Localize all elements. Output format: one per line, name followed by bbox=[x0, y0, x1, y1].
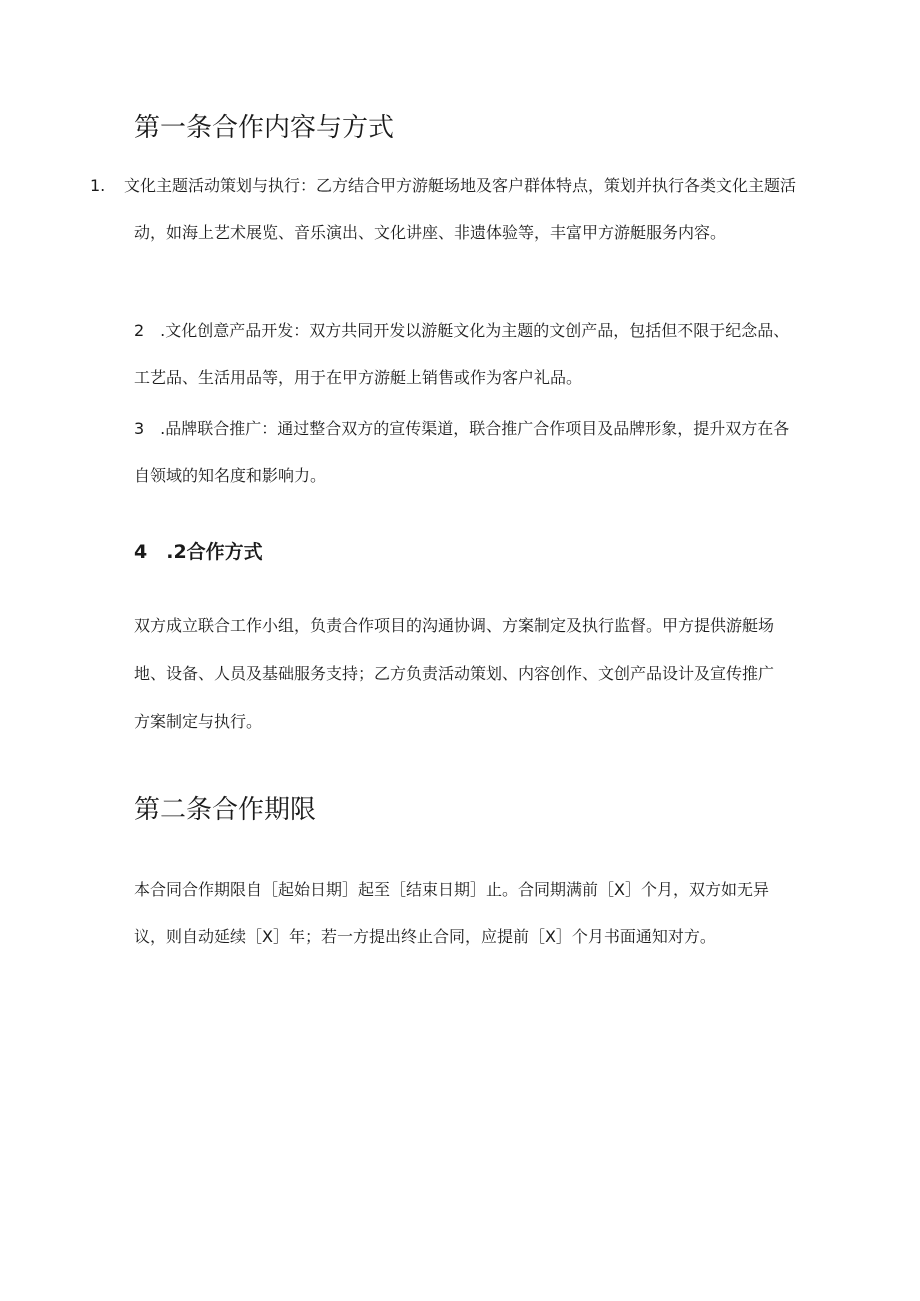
article1-item-1 bbox=[90, 162, 816, 256]
article2-title: 第二条合作期限 bbox=[134, 795, 317, 825]
article1-item-3 bbox=[134, 405, 790, 499]
item-number: 3 . bbox=[134, 419, 166, 438]
article2-paragraph: 本合同合作期限自［起始日期］起至［结束日期］止。合同期满前［X］个月，双方如无异议，则自动延续［X］年；若一方提出终止合同，应提前［X］个月书面通知对方。 bbox=[134, 880, 769, 946]
item-text: 品牌联合推广：通过整合双方的宣传渠道，联合推广合作项目及品牌形象，提升双方在各自领域的知名度和影响力。 bbox=[134, 419, 790, 485]
item-text: 文化创意产品开发：双方共同开发以游艇文化为主题的文创产品，包括但不限于纪念品、工艺品、生活用品等，用于在甲方游艇上销售或作为客户礼品。 bbox=[134, 321, 790, 387]
cooperation-mode-subheading: 4 .2合作方式 bbox=[134, 541, 263, 563]
article1-item-2 bbox=[134, 307, 790, 401]
item-number: 1. bbox=[90, 176, 106, 195]
item-text: 文化主题活动策划与执行：乙方结合甲方游艇场地及客户群体特点，策划并执行各类文化主题活动，如海上艺术展览、音乐演出、文化讲座、非遗体验等，丰富甲方游艇服务内容。 bbox=[124, 176, 797, 242]
item-number: 2 . bbox=[134, 321, 166, 340]
cooperation-mode-paragraph: 双方成立联合工作小组，负责合作项目的沟通协调、方案制定及执行监督。甲方提供游艇场地、设备、人员及基础服务支持；乙方负责活动策划、内容创作、文创产品设计及宣传推广方案制定与执行。 bbox=[134, 616, 775, 731]
article1-title: 第一条合作内容与方式 bbox=[134, 113, 395, 143]
